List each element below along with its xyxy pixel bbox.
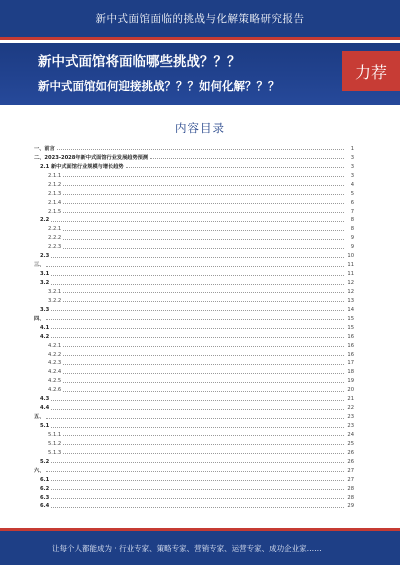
toc-entry-label: 三、 [34,262,45,269]
toc-leader-dots [63,185,344,186]
toc-entry-label: 4.2 [40,333,50,340]
toc-entry[interactable] [34,223,354,232]
toc-entry[interactable] [34,206,354,215]
toc-entry-label: 6.4 [40,503,50,510]
toc-entry-page: 17 [347,360,354,367]
toc-entry-page: 23 [347,414,354,421]
toc-entry-label: 5.2 [40,458,50,465]
toc-entry[interactable] [34,215,354,224]
toc-entry-page: 24 [347,431,354,438]
toc-entry-page: 6 [350,199,354,206]
toc-leader-dots [63,212,344,213]
toc-entry-label: 3.2.2 [48,297,62,304]
toc-entry-page: 15 [347,324,354,331]
toc-entry-page: 11 [347,271,354,278]
toc-entry[interactable] [34,393,354,402]
toc-entry-page: 1 [350,145,354,152]
toc-leader-dots [63,364,344,365]
toc-leader-dots [51,275,344,276]
toc-leader-dots [63,391,344,392]
toc-entry[interactable] [34,304,354,313]
toc-title: 内容目录 [175,121,225,135]
toc-entry[interactable] [34,366,354,375]
toc-entry-label: 六、 [34,467,45,474]
banner-subtitle: 新中式面馆如何迎接挑战？？？如何化解？？？ [38,79,280,93]
toc-entry-page: 12 [347,288,354,295]
toc-entry-label: 5.1.2 [48,440,62,447]
toc-leader-dots [63,239,344,240]
toc-entry-label: 4.3 [40,396,50,403]
toc-leader-dots [51,489,344,490]
toc-entry-page: 28 [347,485,354,492]
toc-leader-dots [51,409,344,410]
toc-leader-dots [63,248,344,249]
toc-leader-dots [51,221,344,222]
toc-entry[interactable] [34,295,354,304]
toc-entry-page: 9 [350,235,354,242]
toc-leader-dots [63,301,344,302]
toc-entry-page: 26 [347,458,354,465]
toc-entry-label: 4.1 [40,324,50,331]
toc-entry[interactable] [34,447,354,456]
toc-entry[interactable] [34,322,354,331]
toc-leader-dots [51,400,344,401]
toc-entry[interactable] [34,286,354,295]
toc-leader-dots [46,266,344,267]
toc-entry-page: 16 [347,333,354,340]
toc-entry-page: 21 [347,396,354,403]
toc-entry[interactable] [34,420,354,429]
toc-entry-label: 2.1.1 [48,172,62,179]
toc-entry-page: 8 [350,226,354,233]
toc-entry[interactable] [34,501,354,510]
toc-entry[interactable] [34,152,354,161]
toc-entry[interactable] [34,268,354,277]
toc-entry[interactable] [34,483,354,492]
toc-leader-dots [46,319,344,320]
toc-leader-dots [51,480,344,481]
toc-entry[interactable] [34,197,354,206]
toc-entry[interactable] [34,161,354,170]
toc-entry-label: 2.1 新中式面馆行业规模与增长趋势 [40,163,124,170]
toc-entry-page: 13 [347,297,354,304]
toc-entry[interactable] [34,438,354,447]
footer-slogan: 让每个人都能成为 · 行业专家、策略专家、营销专家、运营专家、成功企业家…… [52,543,322,553]
table-of-contents [34,143,354,509]
toc-entry-label: 一、前言 [34,145,55,152]
toc-entry[interactable] [34,411,354,420]
toc-leader-dots [51,328,344,329]
toc-entry-page: 16 [347,342,354,349]
toc-entry[interactable] [34,259,354,268]
toc-entry-label: 2.1.2 [48,181,62,188]
toc-leader-dots [63,355,344,356]
toc-entry[interactable] [34,465,354,474]
toc-entry[interactable] [34,331,354,340]
toc-entry-page: 25 [347,440,354,447]
toc-entry[interactable] [34,492,354,501]
toc-entry-label: 4.2.3 [48,360,62,367]
toc-entry-page: 27 [347,476,354,483]
toc-leader-dots [63,176,344,177]
toc-entry-label: 4.2.1 [48,342,62,349]
toc-entry-label: 2.1.3 [48,190,62,197]
toc-entry-page: 14 [347,306,354,313]
header-band [0,0,400,40]
toc-entry[interactable] [34,143,354,152]
toc-entry-label: 6.2 [40,485,50,492]
toc-entry-page: 11 [347,262,354,269]
toc-entry-label: 四、 [34,315,45,322]
toc-entry-page: 9 [350,244,354,251]
toc-entry-label: 4.2.2 [48,351,62,358]
toc-entry-page: 4 [350,181,354,188]
toc-entry-page: 7 [350,208,354,215]
toc-leader-dots [63,203,344,204]
toc-entry[interactable] [34,456,354,465]
toc-leader-dots [150,158,344,159]
toc-leader-dots [63,382,344,383]
toc-entry-page: 28 [347,494,354,501]
toc-leader-dots [51,498,344,499]
report-header-title: 新中式面馆面临的挑战与化解策略研究报告 [95,13,305,25]
toc-entry[interactable] [34,313,354,322]
toc-entry-label: 2.2.1 [48,226,62,233]
toc-entry-label: 2.1.5 [48,208,62,215]
toc-leader-dots [51,462,344,463]
toc-entry-label: 5.1 [40,423,50,429]
toc-entry-label: 5.1.1 [48,431,62,438]
toc-leader-dots [51,427,344,428]
toc-entry-page: 16 [347,351,354,358]
toc-entry-page: 10 [347,253,354,260]
toc-leader-dots [63,373,344,374]
toc-entry[interactable] [34,402,354,411]
toc-entry-page: 22 [347,405,354,412]
toc-entry-page: 3 [350,154,354,161]
toc-leader-dots [51,337,344,338]
toc-entry[interactable] [34,358,354,367]
toc-entry-label: 6.3 [40,494,50,501]
toc-entry-label: 4.2.6 [48,387,62,394]
toc-leader-dots [46,471,344,472]
toc-leader-dots [51,257,344,258]
toc-entry-label: 2.2 [40,217,50,224]
toc-leader-dots [46,418,344,419]
toc-entry[interactable] [34,250,354,259]
toc-entry-label: 2.2.2 [48,235,62,242]
toc-leader-dots [63,292,344,293]
toc-leader-dots [51,310,344,311]
toc-leader-dots [126,167,344,168]
toc-entry[interactable] [34,375,354,384]
toc-entry-label: 3.2 [40,280,50,286]
toc-entry-label: 2.3 [40,253,50,260]
toc-leader-dots [63,346,344,347]
recommend-badge: 力荐 [342,51,400,91]
toc-leader-dots [63,194,344,195]
toc-entry[interactable] [34,340,354,349]
toc-entry-page: 20 [347,387,354,394]
title-banner [0,43,400,105]
toc-entry-page: 18 [347,369,354,376]
toc-entry-page: 15 [347,315,354,322]
toc-leader-dots [63,444,344,445]
toc-entry-page: 26 [347,449,354,456]
toc-leader-dots [63,453,344,454]
toc-entry[interactable] [34,277,354,286]
toc-entry-label: 2.1.4 [48,199,62,206]
toc-entry-page: 27 [347,467,354,474]
toc-leader-dots [63,230,344,231]
toc-entry[interactable] [34,232,354,241]
toc-entry-label: 二、2023-2028年新中式面馆行业发展趋势预测 [34,154,149,161]
footer-band [0,528,400,565]
toc-entry-page: 23 [347,423,354,429]
toc-entry[interactable] [34,384,354,393]
toc-entry-label: 五、 [34,414,45,421]
toc-leader-dots [51,284,344,285]
toc-entry[interactable] [34,241,354,250]
toc-entry-label: 6.1 [40,476,50,483]
toc-entry-label: 4.2.4 [48,369,62,376]
toc-entry[interactable] [34,188,354,197]
toc-entry-page: 3 [350,163,354,170]
toc-entry-label: 2.2.3 [48,244,62,251]
toc-entry-label: 5.1.3 [48,449,62,456]
toc-entry[interactable] [34,429,354,438]
toc-entry[interactable] [34,170,354,179]
toc-entry-label: 3.3 [40,306,50,313]
toc-entry-page: 29 [347,503,354,510]
toc-entry-page: 19 [347,378,354,385]
toc-leader-dots [63,435,344,436]
toc-entry-page: 8 [350,217,354,224]
toc-entry[interactable] [34,349,354,358]
toc-entry-page: 12 [347,280,354,286]
toc-entry[interactable] [34,179,354,188]
toc-leader-dots [51,507,344,508]
toc-entry[interactable] [34,474,354,483]
toc-entry-page: 5 [350,190,354,197]
toc-entry-label: 4.4 [40,405,50,412]
toc-leader-dots [57,149,344,150]
toc-entry-label: 3.1 [40,271,50,278]
toc-entry-page: 3 [350,172,354,179]
toc-entry-label: 3.2.1 [48,288,62,295]
toc-entry-label: 4.2.5 [48,378,62,385]
banner-title: 新中式面馆将面临哪些挑战？？？ [38,54,241,70]
